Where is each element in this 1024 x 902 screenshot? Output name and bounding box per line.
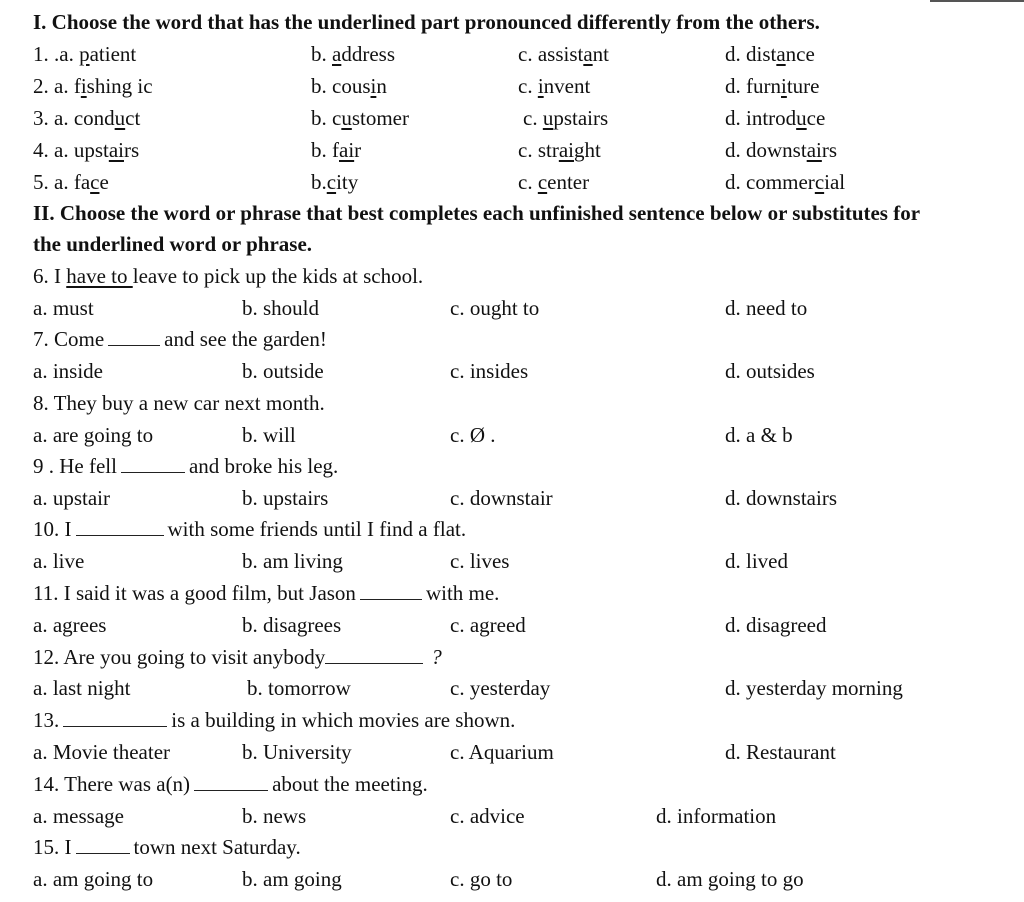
option-b: b. fair bbox=[311, 138, 362, 162]
option-c: c. downstair bbox=[450, 486, 553, 510]
underlined-letters: u bbox=[114, 106, 126, 130]
question-12-options bbox=[0, 672, 1024, 704]
option-c: c. invent bbox=[518, 74, 591, 98]
option-b: b. am living bbox=[242, 549, 343, 573]
option-d: d. information bbox=[656, 804, 777, 828]
answer-blank bbox=[108, 327, 160, 346]
option-a: 4. a. upstairs bbox=[33, 138, 140, 162]
underlined-letters: u bbox=[542, 106, 554, 130]
option-d: d. am going to go bbox=[656, 867, 804, 891]
question-7-text: 7. Come and see the garden! bbox=[33, 327, 327, 351]
answer-blank bbox=[325, 645, 423, 664]
answer-blank bbox=[63, 708, 167, 727]
question-10-stem bbox=[0, 513, 1024, 545]
underlined-letters: ai bbox=[339, 138, 355, 162]
question-1-options bbox=[0, 38, 1024, 70]
question-13-stem bbox=[0, 704, 1024, 736]
option-a: a. last night bbox=[33, 676, 131, 700]
question-15-stem bbox=[0, 831, 1024, 863]
underlined-letters: i bbox=[537, 74, 544, 98]
question-13-options bbox=[0, 736, 1024, 768]
option-a: a. inside bbox=[33, 359, 103, 383]
question-10-options bbox=[0, 545, 1024, 577]
option-d: d. a & b bbox=[725, 423, 793, 447]
question-12-text: 12. Are you going to visit anybody ? bbox=[33, 645, 442, 669]
option-a: 3. a. conduct bbox=[33, 106, 141, 130]
option-a: a. must bbox=[33, 296, 94, 320]
option-b: b. customer bbox=[311, 106, 409, 130]
question-5-options bbox=[0, 166, 1024, 198]
underlined-letters: c bbox=[326, 170, 337, 194]
option-a: a. upstair bbox=[33, 486, 110, 510]
option-d: d. Restaurant bbox=[725, 740, 836, 764]
question-6-text: 6. I have to leave to pick up the kids at school. bbox=[33, 264, 424, 288]
question-3-options bbox=[0, 102, 1024, 134]
option-b: b. cousin bbox=[311, 74, 387, 98]
option-d: d. need to bbox=[725, 296, 808, 320]
underlined-phrase: have to bbox=[66, 264, 133, 288]
underlined-letters: p bbox=[79, 42, 90, 66]
option-b: b. disagrees bbox=[242, 613, 342, 637]
option-b: b. should bbox=[242, 296, 320, 320]
answer-blank bbox=[76, 517, 164, 536]
question-14-text: 14. There was a(n) about the meeting. bbox=[33, 772, 428, 796]
underlined-letters: u bbox=[796, 106, 807, 130]
option-c: c. Ø . bbox=[450, 423, 496, 447]
section-2-heading-cont bbox=[0, 228, 1024, 260]
underlined-letters: a bbox=[776, 42, 786, 66]
option-b: b.city bbox=[311, 170, 359, 194]
option-d: d. disagreed bbox=[725, 613, 827, 637]
option-c: c. straight bbox=[518, 138, 601, 162]
question-4-options bbox=[0, 134, 1024, 166]
top-edge-line bbox=[930, 0, 1024, 2]
answer-blank bbox=[121, 454, 185, 473]
cut-off-next-line bbox=[0, 896, 1024, 902]
option-d: d. yesterday morning bbox=[725, 676, 903, 700]
option-a: 5. a. face bbox=[33, 170, 109, 194]
answer-blank bbox=[76, 835, 130, 854]
section-2-title-line2: the underlined word or phrase. bbox=[33, 232, 313, 256]
option-c: c. Aquarium bbox=[450, 740, 554, 764]
question-14-stem bbox=[0, 768, 1024, 800]
question-9-options bbox=[0, 482, 1024, 514]
question-9-text: 9 . He fell and broke his leg. bbox=[33, 454, 339, 478]
section-1-heading bbox=[0, 6, 1024, 38]
underlined-letters: i bbox=[781, 74, 787, 98]
option-a: 2. a. fishing ic bbox=[33, 74, 153, 98]
option-b: b. address bbox=[311, 42, 395, 66]
underlined-letters: u bbox=[341, 106, 352, 130]
option-c: c. advice bbox=[450, 804, 525, 828]
question-12-stem bbox=[0, 641, 1024, 673]
option-a: a. live bbox=[33, 549, 85, 573]
option-d: d. lived bbox=[725, 549, 788, 573]
option-c: c. insides bbox=[450, 359, 529, 383]
option-c: c. ought to bbox=[450, 296, 540, 320]
question-15-options bbox=[0, 863, 1024, 895]
question-11-text: 11. I said it was a good film, but Jason with me. bbox=[33, 581, 500, 605]
option-b: b. tomorrow bbox=[247, 676, 351, 700]
option-b: b. news bbox=[242, 804, 307, 828]
question-6-stem bbox=[0, 260, 1024, 292]
question-13-text: 13. is a building in which movies are shown. bbox=[33, 708, 516, 732]
option-d: d. distance bbox=[725, 42, 815, 66]
option-c: c. upstairs bbox=[523, 106, 609, 130]
question-7-stem bbox=[0, 323, 1024, 355]
option-c: c. yesterday bbox=[450, 676, 551, 700]
answer-blank bbox=[194, 772, 268, 791]
option-c: c. center bbox=[518, 170, 590, 194]
section-2-heading bbox=[0, 197, 1024, 229]
option-b: b. upstairs bbox=[242, 486, 329, 510]
question-11-options bbox=[0, 609, 1024, 641]
option-a: a. agrees bbox=[33, 613, 107, 637]
answer-blank bbox=[360, 581, 422, 600]
underlined-letters: c bbox=[537, 170, 548, 194]
option-a: 1. .a. patient bbox=[33, 42, 137, 66]
question-11-stem bbox=[0, 577, 1024, 609]
underlined-letters: a bbox=[332, 42, 342, 66]
underlined-letters: c bbox=[814, 170, 825, 194]
question-14-options bbox=[0, 800, 1024, 832]
option-d: d. outsides bbox=[725, 359, 815, 383]
underlined-letters: ai bbox=[806, 138, 822, 162]
section-1-title: I. Choose the word that has the underlined part pronounced differently from the others. bbox=[33, 10, 820, 34]
underlined-letters: c bbox=[90, 170, 100, 194]
option-a: a. Movie theater bbox=[33, 740, 171, 764]
section-2-title-line1: II. Choose the word or phrase that best completes each unfinished sentence below or substitutes for bbox=[33, 201, 921, 225]
option-b: b. am going bbox=[242, 867, 342, 891]
question-10-text: 10. I with some friends until I find a flat. bbox=[33, 517, 467, 541]
option-d: d. downstairs bbox=[725, 486, 837, 510]
option-d: d. commercial bbox=[725, 170, 846, 194]
underlined-letters: ai bbox=[108, 138, 124, 162]
option-d: d. introduce bbox=[725, 106, 826, 130]
option-c: c. lives bbox=[450, 549, 510, 573]
option-c: c. go to bbox=[450, 867, 513, 891]
option-b: b. outside bbox=[242, 359, 324, 383]
underlined-letters: i bbox=[370, 74, 377, 98]
option-c: c. agreed bbox=[450, 613, 526, 637]
question-7-options bbox=[0, 355, 1024, 387]
question-15-text: 15. I town next Saturday. bbox=[33, 835, 301, 859]
option-b: b. University bbox=[242, 740, 352, 764]
option-a: a. are going to bbox=[33, 423, 154, 447]
underlined-letters: ai bbox=[558, 138, 574, 162]
question-2-options bbox=[0, 70, 1024, 102]
option-a: a. am going to bbox=[33, 867, 154, 891]
option-a: a. message bbox=[33, 804, 124, 828]
question-8-options bbox=[0, 419, 1024, 451]
option-b: b. will bbox=[242, 423, 296, 447]
underlined-letters: i bbox=[80, 74, 87, 98]
question-6-options bbox=[0, 292, 1024, 324]
option-d: d. furniture bbox=[725, 74, 820, 98]
option-d: d. downstairs bbox=[725, 138, 838, 162]
option-c: c. assistant bbox=[518, 42, 609, 66]
question-9-stem bbox=[0, 450, 1024, 482]
question-8-text: 8. They buy a new car next month. bbox=[33, 391, 325, 415]
underlined-letters: a bbox=[583, 42, 593, 66]
question-8-stem bbox=[0, 387, 1024, 419]
